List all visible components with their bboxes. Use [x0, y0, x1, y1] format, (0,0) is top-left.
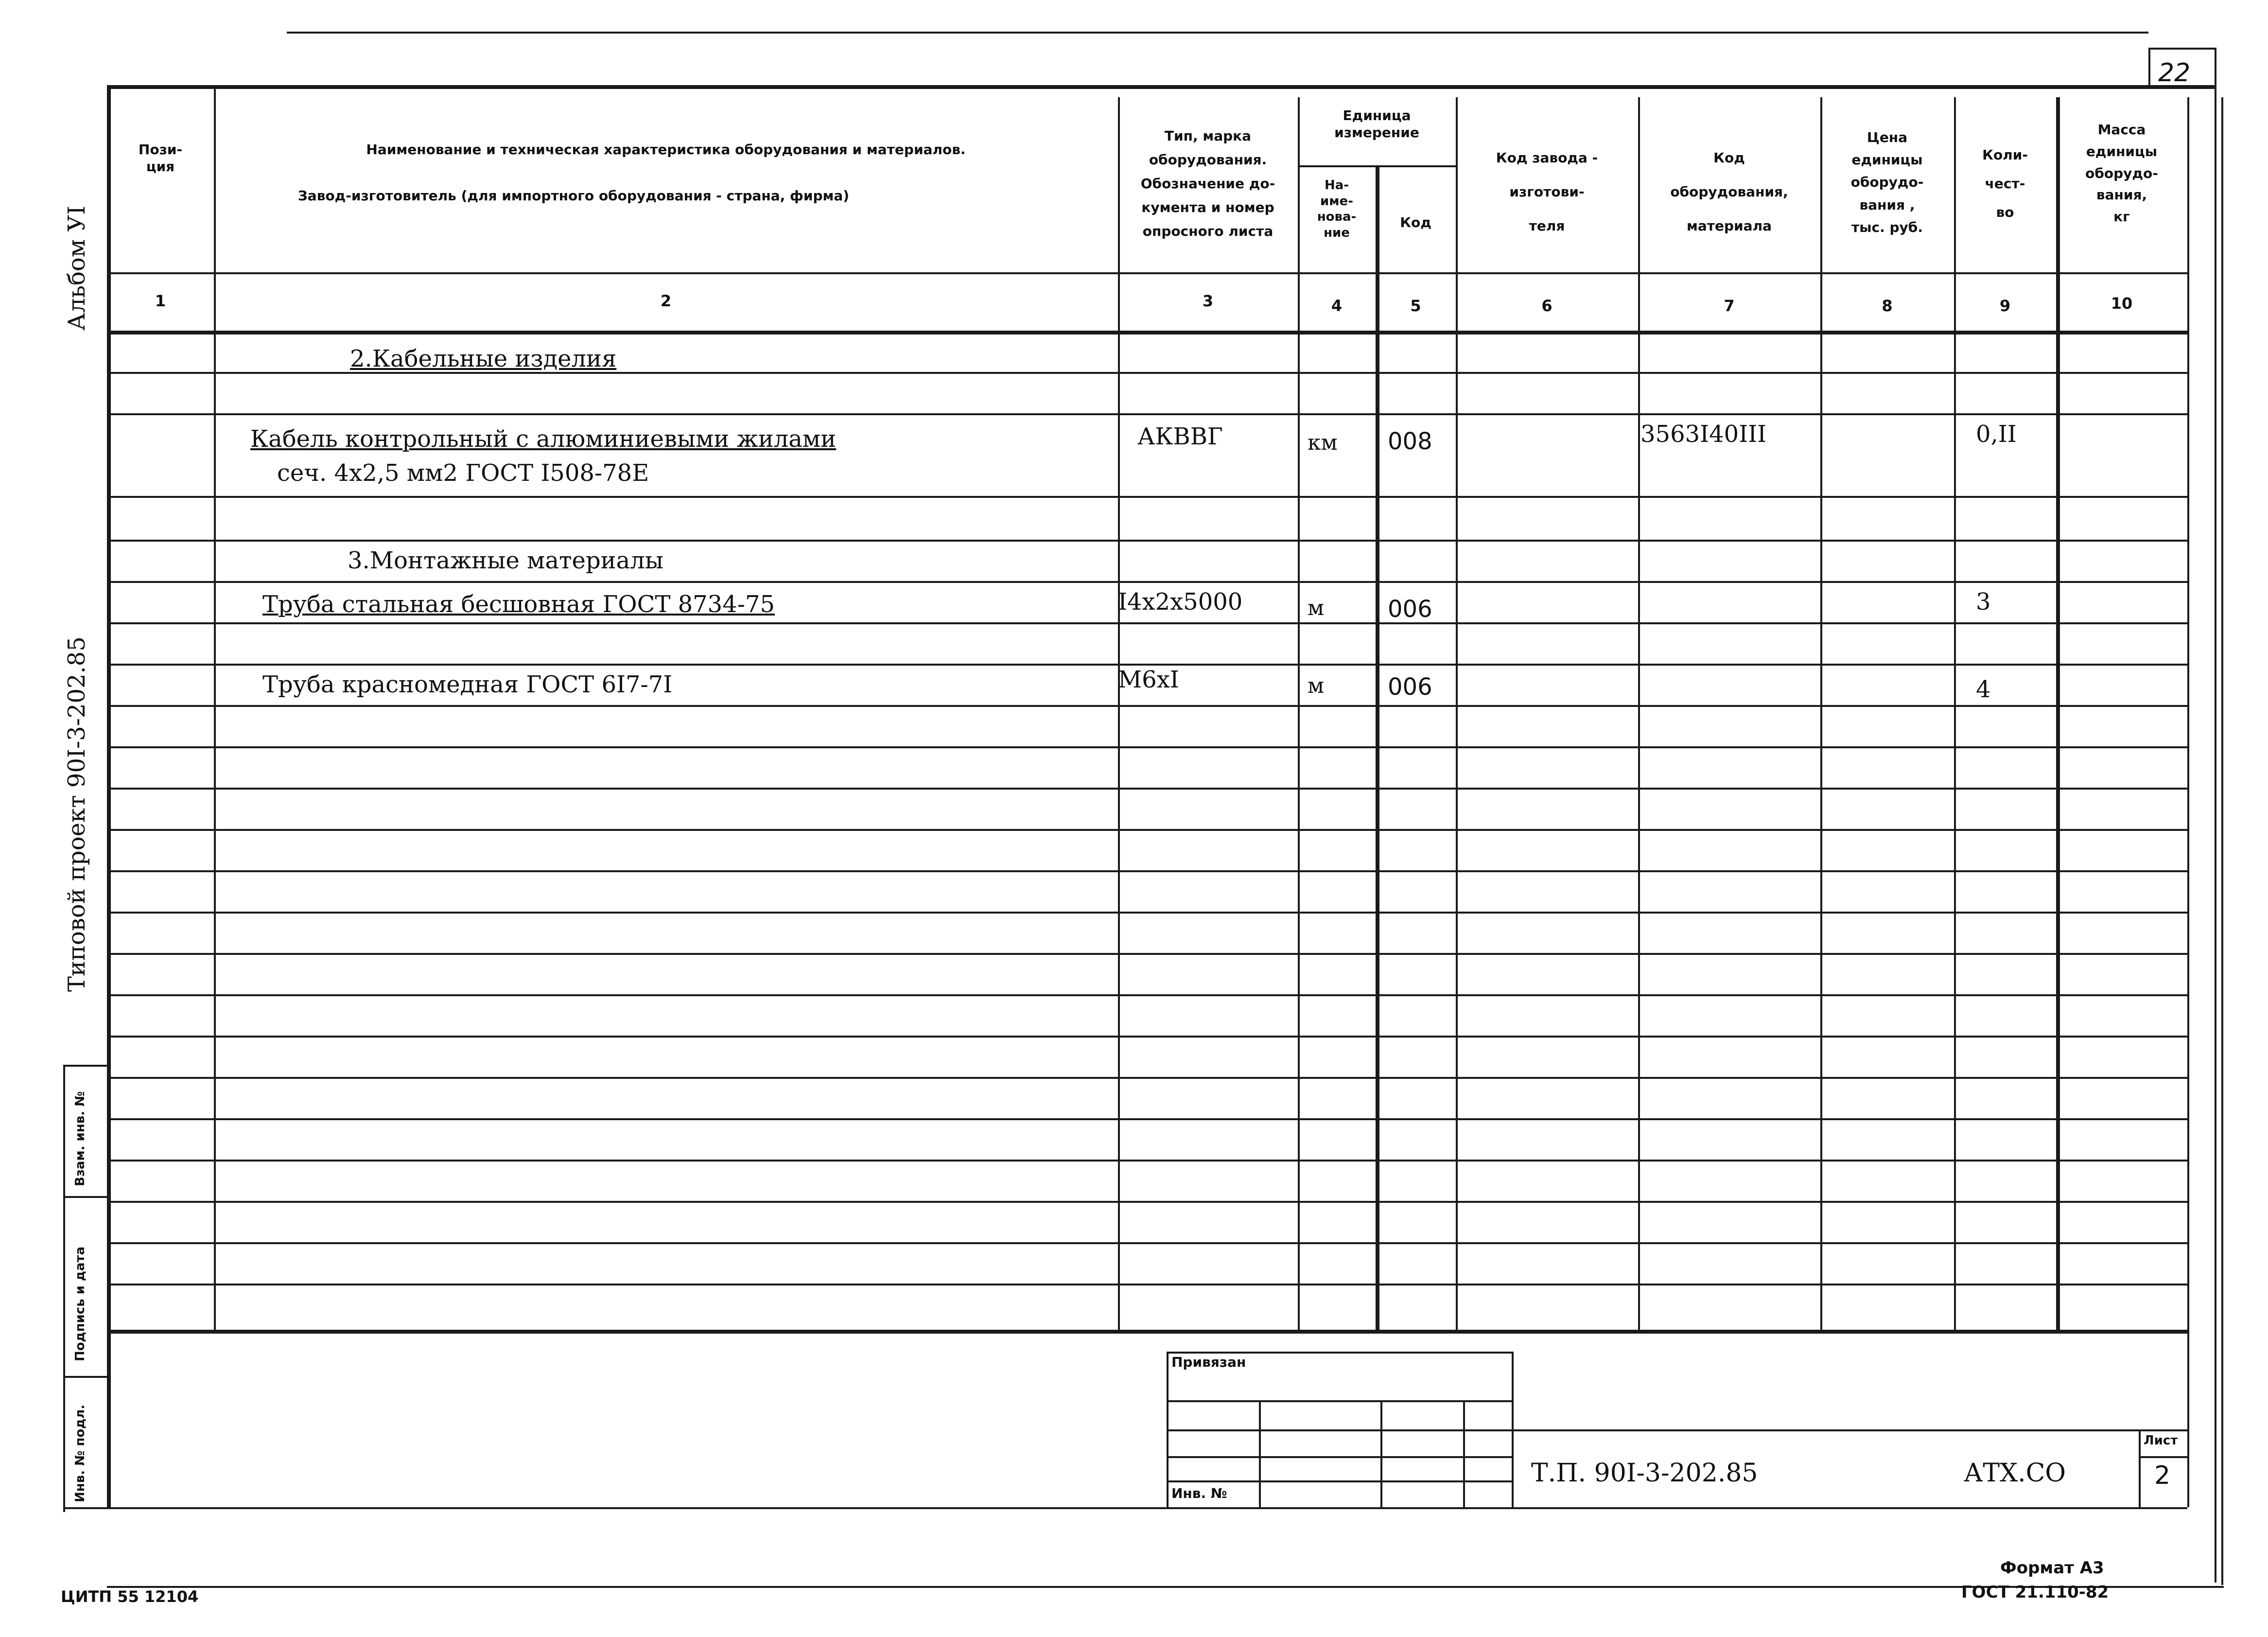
cable-equipment-code: 3563I40III: [1640, 421, 1767, 448]
sheet-number: 2: [2154, 1461, 2171, 1490]
header-unit-group: Единица измерение: [1334, 107, 1419, 141]
project-label: Типовой проект 90I-3-202.85: [63, 636, 90, 992]
col-number-10: 10: [2111, 294, 2133, 313]
header-unit-name: На- име- нова- ние: [1317, 178, 1357, 240]
header-name-line1: Наименование и техническая характеристика оборудования и материалов.: [366, 141, 966, 158]
header-equipment-code: Код оборудования, материала: [1670, 150, 1788, 234]
bound-label: Привязан: [1171, 1354, 1246, 1370]
steel-pipe-unit-code: 006: [1388, 596, 1432, 623]
header-manufacturer-code: Код завода - изготови- теля: [1496, 150, 1598, 234]
document-mark: АТХ.СО: [1964, 1459, 2066, 1488]
header-price: Цена единицы оборудо- вания , тыс. руб.: [1850, 129, 1924, 235]
col-number-1: 1: [155, 292, 166, 310]
gost-label: ГОСТ 21.110-82: [1961, 1583, 2109, 1602]
col-number-2: 2: [660, 292, 672, 310]
format-label: Формат А3: [2000, 1558, 2104, 1578]
copper-pipe-type: М6хI: [1118, 666, 1179, 693]
cable-name-spec: сеч. 4х2,5 мм2 ГОСТ I508-78Е: [277, 459, 649, 487]
col-number-4: 4: [1331, 297, 1343, 315]
header-type: Тип, марка оборудования. Обозначение до- кумента и номер опросного листа: [1140, 128, 1275, 239]
header-quantity: Коли- чест- во: [1982, 147, 2028, 220]
steel-pipe-unit: м: [1308, 596, 1325, 620]
copper-pipe-name: Труба красномедная ГОСТ 6I7-7I: [262, 671, 673, 698]
cable-unit: км: [1308, 430, 1338, 455]
copper-pipe-unit-code: 006: [1388, 673, 1432, 701]
top-sheet-number: 22: [2158, 58, 2191, 88]
copper-pipe-quantity: 4: [1976, 676, 1991, 703]
section-mounting-materials: 3.Монтажные материалы: [348, 547, 663, 574]
steel-pipe-quantity: 3: [1976, 588, 1991, 616]
col-number-9: 9: [1999, 297, 2011, 315]
document-designation: Т.П. 90I-3-202.85: [1531, 1459, 1758, 1488]
sheet-label: Лист: [2144, 1433, 2178, 1448]
col-number-8: 8: [1882, 297, 1893, 315]
replace-inv-field-label: Взам. инв. №: [73, 1091, 87, 1186]
cable-name: Кабель контрольный с алюминиевыми жилами: [250, 425, 837, 453]
col-number-7: 7: [1724, 297, 1735, 315]
original-inv-field-label: Инв. № подл.: [73, 1404, 87, 1502]
col-number-6: 6: [1541, 297, 1553, 315]
header-name-line2: Завод-изготовитель (для импортного оборудования - страна, фирма): [297, 188, 850, 204]
album-label: Альбом УI: [63, 205, 90, 331]
footer-left-code: ЦИТП 55 12104: [61, 1587, 199, 1606]
col-number-3: 3: [1202, 292, 1214, 310]
cable-type: АКВВГ: [1137, 423, 1223, 450]
header-position: Пози- ция: [138, 141, 183, 175]
col-number-5: 5: [1410, 297, 1421, 315]
inv-label: Инв. №: [1171, 1485, 1227, 1501]
header-unit-code: Код: [1400, 214, 1431, 230]
section-cable-products: 2.Кабельные изделия: [350, 345, 617, 372]
steel-pipe-type: I4х2х5000: [1118, 588, 1243, 616]
cable-quantity: 0,II: [1976, 421, 2017, 448]
steel-pipe-name: Труба стальная бесшовная ГОСТ 8734-75: [262, 591, 775, 618]
copper-pipe-unit: м: [1308, 673, 1325, 698]
header-mass: Масса единицы оборудо- вания, кг: [2085, 122, 2158, 225]
cable-unit-code: 008: [1388, 428, 1432, 455]
signature-date-field-label: Подпись и дата: [73, 1246, 87, 1361]
